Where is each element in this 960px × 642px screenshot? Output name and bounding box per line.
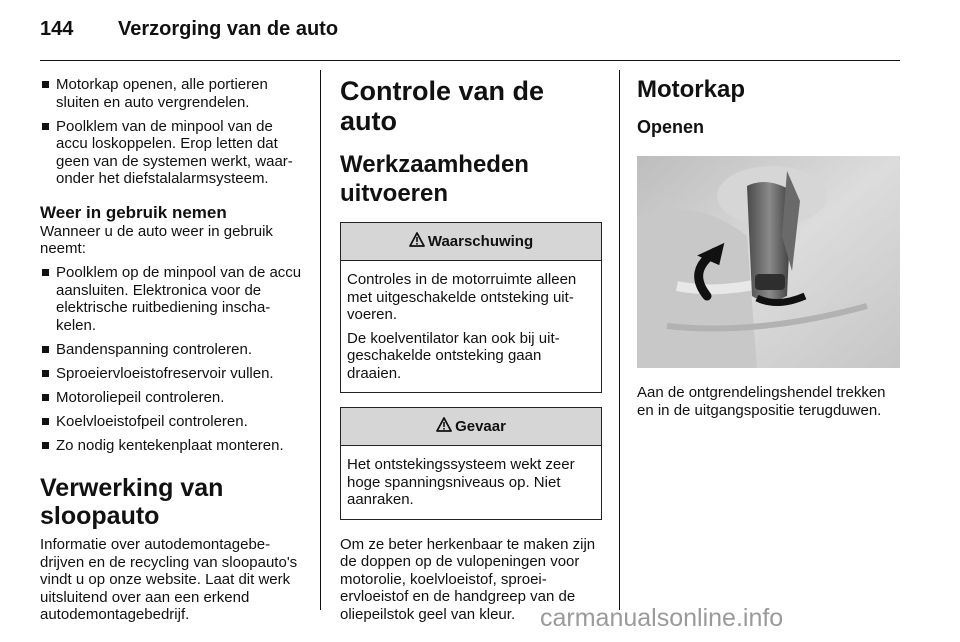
danger-box-header: [341, 408, 601, 446]
warning-text-1: Controles in de motorruimte alleen met uitgeschakelde ontsteking uitvoeren.: [347, 271, 577, 323]
danger-title: Gevaar: [455, 418, 506, 435]
image-caption: Aan de ontgrendelingshendel trekken en in de uitgangspositie terugduwen.: [637, 384, 886, 419]
warning-box: [340, 222, 602, 393]
scrap-text: Informatie over autodemontagebedrijven en de recycling van sloopauto's vindt u op onze website. Laat dit werk uitsluitend over aan een erkend autodemontagebedrijf.: [40, 536, 298, 623]
column-divider-2: [619, 70, 620, 610]
heading-work: Werkzaamheden uitvoeren: [340, 151, 529, 207]
filler-caps-text: Om ze beter herkenbaar te maken zijn de doppen op de vulopeningen voor motorolie, koelvloeistof, sproeiervloeistof en de handgreep van de oliepeilstok geel van kleur.: [340, 535, 596, 623]
list-item: Koelvloeistofpeil controleren.: [40, 413, 303, 431]
watermark: carmanualsonline.info: [540, 604, 784, 632]
list-item: Bandenspanning controleren.: [40, 341, 303, 359]
header-rule: [40, 60, 900, 61]
warning-title: Waarschuwing: [427, 233, 534, 250]
danger-text: Het ontstekingssysteem wekt zeer hoge spanningsniveaus op. Niet aanraken.: [347, 456, 575, 508]
heading-open: Openen: [637, 117, 705, 137]
reuse-intro: Wanneer u de auto weer in gebruik neemt:: [40, 222, 273, 257]
bonnet-release-lever-image: [637, 156, 900, 368]
heading-bonnet: Motorkap: [637, 76, 745, 103]
list-item: Zo nodig kentekenplaat monteren.: [40, 437, 303, 455]
list-item: Poolklem van de minpool van de accu loskoppelen. Erop letten dat geen van de systemen werkt, waaronder het diefstalalarmsysteem.: [40, 118, 303, 188]
warning-text-2: De koelventilator kan ook bij uitgeschakelde ontsteking gaan draaien.: [347, 329, 560, 382]
page-number: 144: [40, 18, 74, 40]
column-divider-1: [320, 70, 321, 610]
warning-triangle-icon: [409, 232, 425, 251]
column-2: [340, 76, 602, 630]
heading-scrap: Verwerking van sloopauto: [40, 474, 224, 530]
bullet-list-reuse: [40, 264, 303, 454]
danger-box: [340, 407, 602, 520]
warning-box-header: [341, 223, 601, 261]
list-item: Poolklem op de minpool van de accu aansluiten. Elektronica voor de elektrische ruitbediening inschakelen.: [40, 264, 303, 334]
heading-check: Controle van de auto: [340, 76, 545, 136]
list-item: Motorkap openen, alle portieren sluiten en auto vergrendelen.: [40, 76, 303, 111]
column-1: [40, 76, 303, 630]
list-item: Sproeiervloeistofreservoir vullen.: [40, 365, 303, 383]
column-3: [637, 76, 903, 419]
heading-reuse: Weer in gebruik nemen: [40, 202, 227, 222]
list-item: Motoroliepeil controleren.: [40, 389, 303, 407]
warning-triangle-icon: [436, 417, 452, 436]
page-title: Verzorging van de auto: [118, 18, 339, 40]
bullet-list-storage: [40, 76, 303, 188]
